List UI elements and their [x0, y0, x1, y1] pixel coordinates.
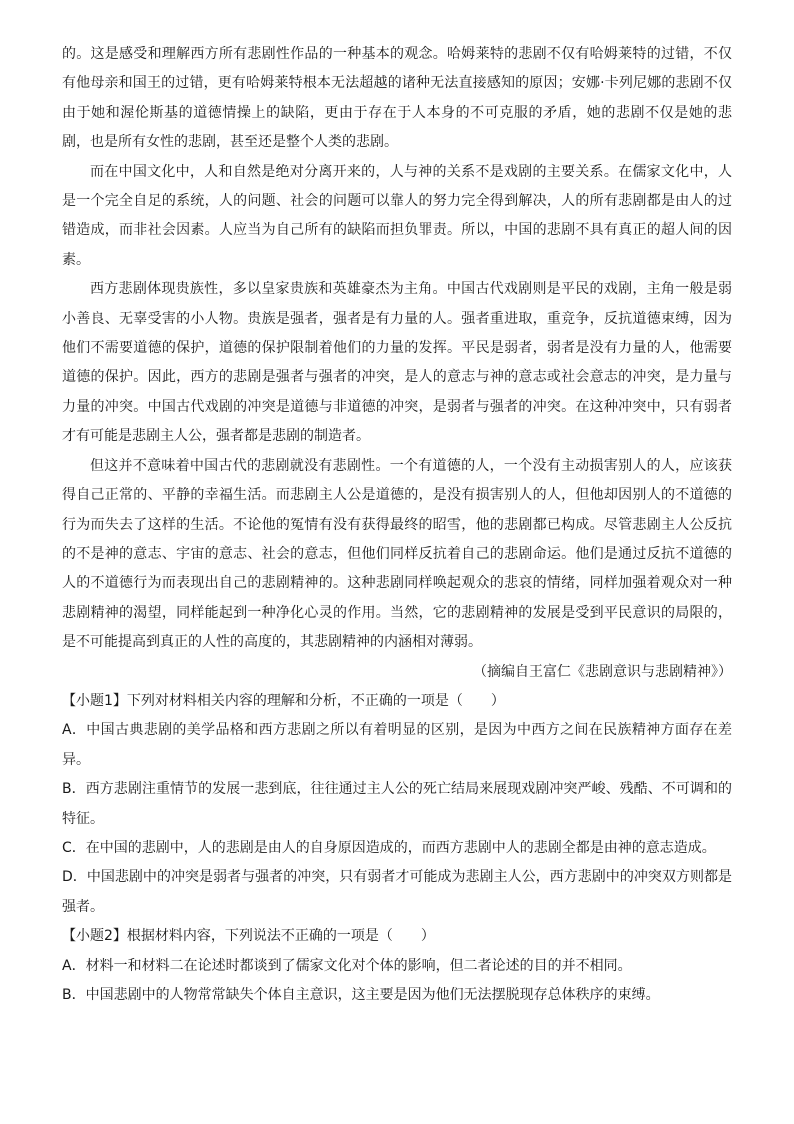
question-2-stem: 【小题2】根据材料内容，下列说法不正确的一项是（ ） — [62, 928, 435, 945]
passage-paragraph-2: 而在中国文化中，人和自然是绝对分离开来的，人与神的关系不是戏剧的主要关系。在儒家文化中，人是一个完全自足的系统，人的问题、社会的问题可以靠人的努力完全得到解决，人的所有悲剧都是由人的过错造成，而非社会因素。人应当为自己所有的缺陷而担负罪责。所以，中国的悲剧不具有真正的超人间的因素。 — [62, 163, 732, 268]
source-citation: （摘编自王富仁《悲剧意识与悲剧精神》） — [473, 663, 732, 680]
question-2-option-a: A．材料一和材料二在论述时都谈到了儒家文化对个体的影响，但二者论述的目的并不相同。 — [62, 957, 632, 974]
document-page — [62, 40, 732, 1010]
question-1-stem: 【小题1】下列对材料相关内容的理解和分析，不正确的一项是（ ） — [62, 692, 505, 709]
passage-paragraph-3: 西方悲剧体现贵族性，多以皇家贵族和英雄豪杰为主角。中国古代戏剧则是平民的戏剧，主角一般是弱小善良、无辜受害的小人物。贵族是强者，强者是有力量的人。强者重进取，重竞争，反抗道德束缚，因为他们不需要道德的保护，道德的保护限制着他们的力量的发挥。平民是弱者，弱者是没有力量的人，他需要道德的保护。因此，西方的悲剧是强者与强者的冲突，是人的意志与神的意志或社会意志的冲突，是力量与力量的冲突。中国古代戏剧的冲突是道德与非道德的冲突，是弱者与强者的冲突。在这种冲突中，只有弱者才有可能是悲剧主人公，强者都是悲剧的制造者。 — [62, 281, 732, 445]
question-2 — [62, 922, 732, 1010]
question-1 — [62, 687, 732, 922]
question-1-option-c: C．在中国的悲剧中，人的悲剧是由人的自身原因造成的，而西方悲剧中人的悲剧全都是由神的意志造成。 — [62, 839, 716, 856]
question-1-option-a: A．中国古典悲剧的美学品格和西方悲剧之所以有着明显的区别，是因为中西方之间在民族精神方面存在差异。 — [62, 722, 732, 768]
question-1-option-d: D．中国悲剧中的冲突是弱者与强者的冲突，只有弱者才可能成为悲剧主人公，西方悲剧中的冲突双方则都是强者。 — [62, 869, 732, 915]
passage-paragraph-4: 但这并不意味着中国古代的悲剧就没有悲剧性。一个有道德的人，一个没有主动损害别人的人，应该获得自己正常的、平静的幸福生活。而悲剧主人公是道德的，是没有损害别人的人，但他却因别人的不道德的行为而失去了这样的生活。不论他的冤情有没有获得最终的昭雪，他的悲剧都已构成。尽管悲剧主人公反抗的不是神的意志、宇宙的意志、社会的意志，但他们同样反抗着自己的悲剧命运。他们是通过反抗不道德的人的不道德行为而表现出自己的悲剧精神的。这种悲剧同样唤起观众的悲哀的情绪，同样加强着观众对一种悲剧精神的渴望，同样能起到一种净化心灵的作用。当然，它的悲剧精神的发展是受到平民意识的局限的，是不可能提高到真正的人性的高度的，其悲剧精神的内涵相对薄弱。 — [62, 457, 732, 651]
question-2-option-b: B．中国悲剧中的人物常常缺失个体自主意识，这主要是因为他们无法摆脱现存总体秩序的束缚。 — [62, 987, 660, 1003]
question-1-option-b: B．西方悲剧注重情节的发展一悲到底，往往通过主人公的死亡结局来展现戏剧冲突严峻、残酷、不可调和的特征。 — [62, 781, 732, 827]
passage-paragraph-1: 的。这是感受和理解西方所有悲剧性作品的一种基本的观念。哈姆莱特的悲剧不仅有哈姆莱特的过错，不仅有他母亲和国王的过错，更有哈姆莱特根本无法超越的诸种无法直接感知的原因；安娜·卡列尼娜的悲剧不仅由于她和渥伦斯基的道德情操上的缺陷，更由于存在于人本身的不可克服的矛盾，她的悲剧不仅是她的悲剧，也是所有女性的悲剧，甚至还是整个人类的悲剧。 — [62, 46, 732, 151]
